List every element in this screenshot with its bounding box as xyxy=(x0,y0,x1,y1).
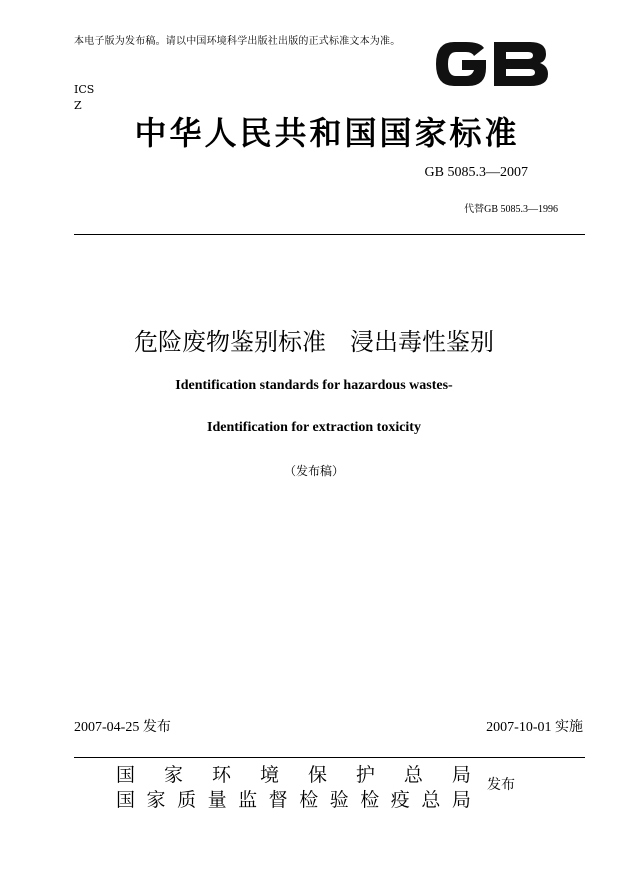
bottom-divider xyxy=(74,757,585,758)
authority-char: 总 xyxy=(403,764,423,786)
top-divider xyxy=(74,234,585,235)
authority-char: 验 xyxy=(329,789,349,811)
english-title-line1: Identification standards for hazardous wastes- xyxy=(175,378,453,393)
authority-line-2 xyxy=(116,785,471,812)
authority-char: 总 xyxy=(421,789,441,811)
authority-line-1 xyxy=(116,760,471,787)
authority-char: 督 xyxy=(268,789,288,811)
authority-char: 国 xyxy=(116,789,136,811)
authority-char: 检 xyxy=(299,789,319,811)
english-title-line2: Identification for extraction toxicity xyxy=(207,420,421,435)
ccs-code: Z xyxy=(74,99,82,112)
authority-char: 监 xyxy=(238,789,258,811)
authority-char: 量 xyxy=(207,789,227,811)
standard-number: GB 5085.3—2007 xyxy=(424,165,528,180)
gb-logo-icon xyxy=(432,38,552,90)
authority-char: 检 xyxy=(360,789,380,811)
issue-date: 2007-04-25 发布 xyxy=(74,720,171,735)
authority-char: 境 xyxy=(259,764,279,786)
chinese-title: 危险废物鉴别标准 浸出毒性鉴别 xyxy=(134,328,494,356)
gb-logo xyxy=(432,38,552,90)
authority-char: 国 xyxy=(116,764,136,786)
authority-char: 局 xyxy=(451,764,471,786)
authority-char: 局 xyxy=(451,789,471,811)
authority-char: 家 xyxy=(146,789,166,811)
authority-char: 护 xyxy=(355,764,375,786)
publish-label: 发布 xyxy=(487,777,515,793)
authority-char: 质 xyxy=(177,789,197,811)
replaces-standard: 代替GB 5085.3—1996 xyxy=(464,204,558,215)
authority-char: 保 xyxy=(307,764,327,786)
national-standard-heading: 中华人民共和国国家标准 xyxy=(134,114,520,152)
authority-char: 疫 xyxy=(390,789,410,811)
ics-code: ICS xyxy=(74,83,95,96)
publication-notice: 本电子版为发布稿。请以中国环境科学出版社出版的正式标准文本为准。 xyxy=(74,36,401,47)
authority-char: 家 xyxy=(163,764,183,786)
implementation-date: 2007-10-01 实施 xyxy=(486,720,583,735)
draft-label: （发布稿） xyxy=(283,464,344,478)
authority-char: 环 xyxy=(211,764,231,786)
